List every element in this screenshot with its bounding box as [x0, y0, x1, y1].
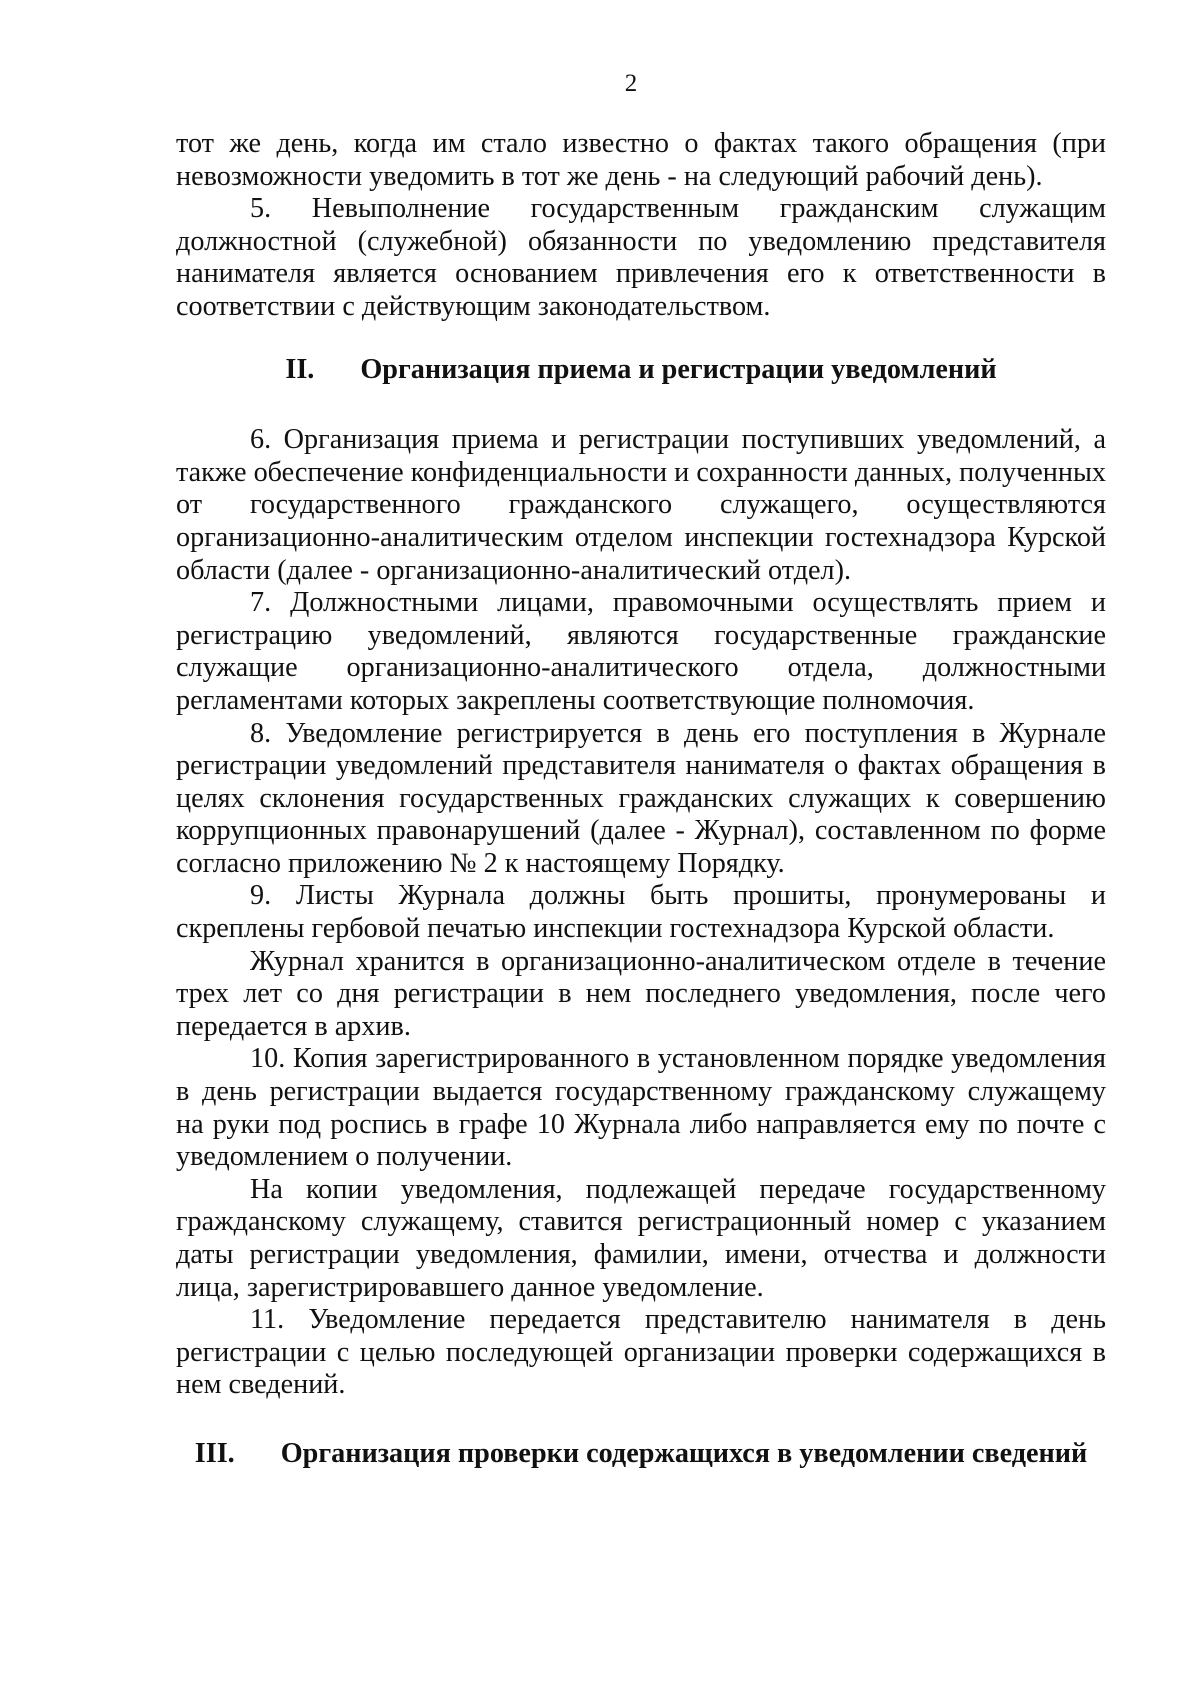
- section-heading-3: [176, 1438, 1106, 1471]
- paragraph-copy-registration: На копии уведомления, подлежащей передаче государственному гражданскому служащему, ставится регистрационный номер с указанием даты регистрации уведомления, фамилии, имени, отчества и должности лица, зарегистрировавшего данное уведомление.: [176, 1173, 1106, 1303]
- section-number: III.: [194, 1437, 235, 1469]
- paragraph-8: 8. Уведомление регистрируется в день его поступления в Журнале регистрации уведомлений представителя нанимателя о фактах обращения в целях склонения государственных гражданских служащих к совершению коррупционных правонарушений (далее - Журнал), составленном по форме согласно приложению № 2 к настоящему Порядку.: [176, 717, 1106, 879]
- paragraph-6: 6. Организация приема и регистрации поступивших уведомлений, а также обеспечение конфиденциальности и сохранности данных, полученных от государственного гражданского служащего, осуществляются организационно-аналитическим отделом инспекции гостехнадзора Курской области (далее - организационно-аналитический отдел).: [176, 424, 1106, 586]
- document-body: [176, 128, 1106, 1509]
- paragraph-journal-storage: Журнал хранится в организационно-аналитическом отделе в течение трех лет со дня регистрации в нем последнего уведомления, после чего передается в архив.: [176, 945, 1106, 1042]
- section-heading-2: [176, 354, 1106, 387]
- section-number: II.: [285, 353, 315, 385]
- paragraph-5: 5. Невыполнение государственным гражданским служащим должностной (служебной) обязанности по уведомлению представителя нанимателя является основанием привлечения его к ответственности в соответствии с действующим законодательством.: [176, 193, 1106, 322]
- section-title: Организация проверки содержащихся в уведомлении сведений: [280, 1437, 1088, 1469]
- paragraph-10: 10. Копия зарегистрированного в установленном порядке уведомления в день регистрации выдается государственному гражданскому служащему на руки под роспись в графе 10 Журнала либо направляется ему по почте с уведомлением о получении.: [176, 1043, 1106, 1173]
- paragraph-7: 7. Должностными лицами, правомочными осуществлять прием и регистрацию уведомлений, являются государственные гражданские служащие организационно-аналитического отдела, должностными регламентами которых закреплены соответствующие полномочия.: [176, 587, 1106, 716]
- section-title: Организация приема и регистрации уведомлений: [360, 353, 997, 385]
- page-number: 2: [624, 70, 638, 97]
- paragraph-9: 9. Листы Журнала должны быть прошиты, пронумерованы и скреплены гербовой печатью инспекции гостехнадзора Курской области.: [176, 880, 1106, 945]
- paragraph-continuation: тот же день, когда им стало известно о фактах такого обращения (при невозможности уведомить в тот же день - на следующий рабочий день).: [176, 128, 1106, 192]
- paragraph-11: 11. Уведомление передается представителю нанимателя в день регистрации с целью последующей организации проверки содержащихся в нем сведений.: [176, 1304, 1106, 1401]
